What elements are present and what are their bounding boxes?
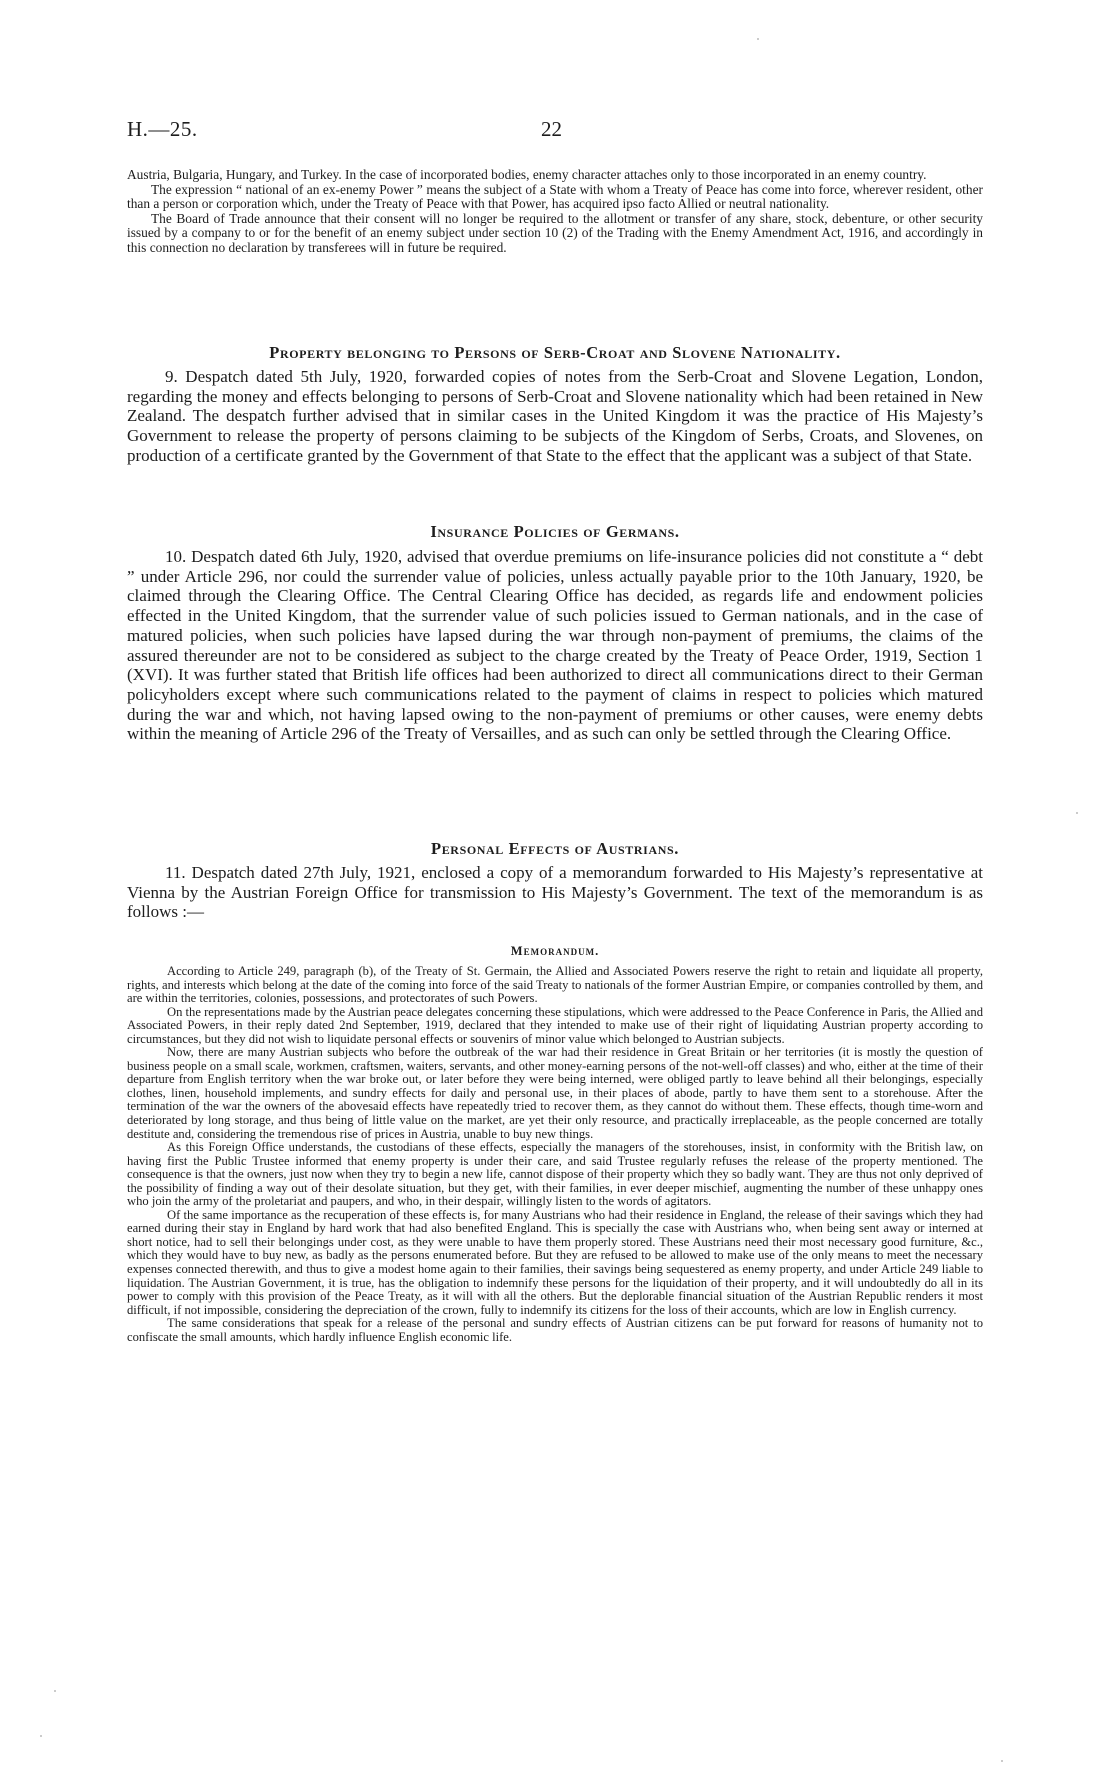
report-code: H.—25. — [127, 117, 198, 141]
section-paragraph: 9. Despatch dated 5th July, 1920, forwarded copies of notes from the Serb-Croat and Slovene Legation, London, regarding the money and effects belonging to persons of Serb-Croat and Slovene nationality which had been retained in New Zealand. The despatch further advised that in similar cases in the United Kingdom it was the practice of His Majesty’s Government to release the property of persons claiming to be subjects of the Kingdom of Serbs, Croats, and Slovenes, on production of a certificate granted by the Government of that State to the effect that the applicant was a subject of that State. — [127, 367, 983, 465]
memorandum-body — [127, 965, 983, 1344]
section-paragraph: 10. Despatch dated 6th July, 1920, advised that overdue premiums on life-insurance policies did not constitute a “ debt ” under Article 296, nor could the surrender value of policies, unless actually payable prior to the 10th January, 1920, be claimed through the Clearing Office. The Central Clearing Office has decided, as regards life and endowment policies effected in the United Kingdom, that the surrender value of such policies issued to German nationals, and in the case of matured policies, when such policies have lapsed during the war through non-payment of premiums, the claims of the assured thereunder are not to be considered as subject to the charge created by the Treaty of Peace Order, 1919, Section 1 (XVI). It was further stated that British life offices had been authorized to direct all communications direct to their German policyholders except where such communications related to the payment of claims in respect to policies which matured during the war and which, not having lapsed owing to the non-payment of premiums or other causes, were enemy debts within the meaning of Article 296 of the Treaty of Versailles, and as such can only be settled through the Clearing Office. — [127, 547, 983, 744]
paper-speck — [757, 38, 759, 40]
intro-paragraph: The Board of Trade announce that their consent will no longer be required to the allotment or transfer of any share, stock, debenture, or other security issued by a company to or for the benefit of an enemy subject under section 10 (2) of the Trading with the Enemy Amendment Act, 1916, and accordingly in this connection no declaration by transferees will in future be required. — [127, 210, 983, 255]
memorandum-title: Memorandum. — [510, 944, 600, 958]
memorandum-paragraph: As this Foreign Office understands, the custodians of these effects, especially the managers of the storehouses, insist, in conformity with the British law, on having first the Public Trustee informed that enemy property is under their care, and said Trustee regularly refuses the release of the property mentioned. The consequence is that the owners, just now when they try to begin a new life, cannot dispose of their property which they so badly want. They are thus not only deprived of the possibility of finding a way out of their desolate situation, but they get, with their families, in ever deeper mischief, augmenting the number of these unhappy ones who join the army of the proletariat and paupers, and who, in their despair, willingly listen to the words of agitators. — [127, 1140, 983, 1209]
paper-speck — [1076, 812, 1078, 814]
section-body — [127, 547, 983, 744]
intro-paragraph: Austria, Bulgaria, Hungary, and Turkey. In the case of incorporated bodies, enemy character attaches only to those incorporated in an enemy country. — [127, 167, 927, 182]
memorandum-paragraph: Of the same importance as the recuperation of these effects is, for many Austrians who had their residence in England, the release of their savings which they had earned during their stay in England by hard work that had also benefited England. This is specially the case with Austrians who, when being sent away or interned at short notice, had to sell their belongings under cost, as they were unable to have them properly stored. These Austrians need their most necessary good furniture, &c., which they would have to buy new, as badly as the persons enumerated before. But they are refused to be allowed to make use of the only means to meet the necessary expenses connected therewith, and thus to give a modest home again to their families, their savings being sequestered as enemy property, and under Article 249 liable to liquidation. The Austrian Government, it is true, has the obligation to indemnify these persons for the liquidation of their property, and it will undoubtedly do all in its power to comply with this provision of the Peace Treaty, as it will with all the others. But the deplorable financial situation of the Austrian Republic renders it most difficult, if not impossible, considering the depreciation of the crown, fully to indemnify its citizens for the loss of their accounts, which are low in English currency. — [127, 1207, 983, 1317]
memorandum-paragraph: The same considerations that speak for a release of the personal and sundry effects of Austrian citizens can be put forward for reasons of humanity not to confiscate the small amounts, which hardly influence English economic life. — [127, 1316, 983, 1344]
intro-paragraph: The expression “ national of an ex-enemy Power ” means the subject of a State with whom a Treaty of Peace has come into force, wherever resident, other than a person or corporation which, under the Treaty of Peace with that Power, has acquired ipso facto Allied or neutral nationality. — [127, 181, 983, 212]
section-body — [127, 367, 983, 466]
section-body — [127, 863, 983, 922]
memorandum-paragraph: On the representations made by the Austrian peace delegates concerning these stipulations, which were addressed to the Peace Conference in Paris, the Allied and Associated Powers, in their reply dated 2nd September, 1919, declared that they intended to make use of their right of liquidating Austrian property according to circumstances, but they did not wish to liquidate personal effects or souvenirs of minor value which belonged to Austrian subjects. — [127, 1004, 983, 1046]
memorandum-paragraph: According to Article 249, paragraph (b), of the Treaty of St. Germain, the Allied and Associated Powers reserve the right to retain and liquidate all property, rights, and interests which belong at the date of the coming into force of the said Treaty to nationals of the former Austrian Empire, or companies controlled by them, and are within the territories, colonies, possessions, and protectorates of such Powers. — [127, 964, 983, 1006]
memorandum-paragraph: Now, there are many Austrian subjects who before the outbreak of the war had their residence in Great Britain or her territories (it is mostly the question of business people on a small scale, workmen, craftsmen, waiters, servants, and other money-earning persons of the not-well-off classes) and who, either at the time of their departure from English territory when the war broke out, or later before they were being interned, were obliged partly to leave behind all their belongings, especially clothes, linen, household implements, and sundry effects for daily and personal use, in their places of abode, partly to have them sent to a storehouse. After the termination of the war the owners of the abovesaid effects have repeatedly tried to recover them, as they cannot do without them. These effects, though time-worn and deteriorated by long storage, and thus being of little value on the market, are yet their only resource, and practically irreplaceable, as the people concerned are totally destitute and, considering the tremendous rise of prices in Austria, unable to buy new things. — [127, 1045, 983, 1141]
section-heading: Property belonging to Persons of Serb-Croat and Slovene Nationality. — [269, 343, 841, 362]
page-number: 22 — [541, 117, 562, 141]
section-heading: Personal Effects of Austrians. — [431, 839, 679, 858]
section-paragraph: 11. Despatch dated 27th July, 1921, enclosed a copy of a memorandum forwarded to His Majesty’s representative at Vienna by the Austrian Foreign Office for transmission to His Majesty’s Government. The text of the memorandum is as follows :— — [127, 863, 983, 922]
paper-speck — [54, 1690, 56, 1692]
paper-speck — [40, 1735, 42, 1737]
section-heading: Insurance Policies of Germans. — [430, 522, 680, 541]
paper-speck — [1001, 1760, 1003, 1762]
intro-block — [127, 168, 983, 256]
